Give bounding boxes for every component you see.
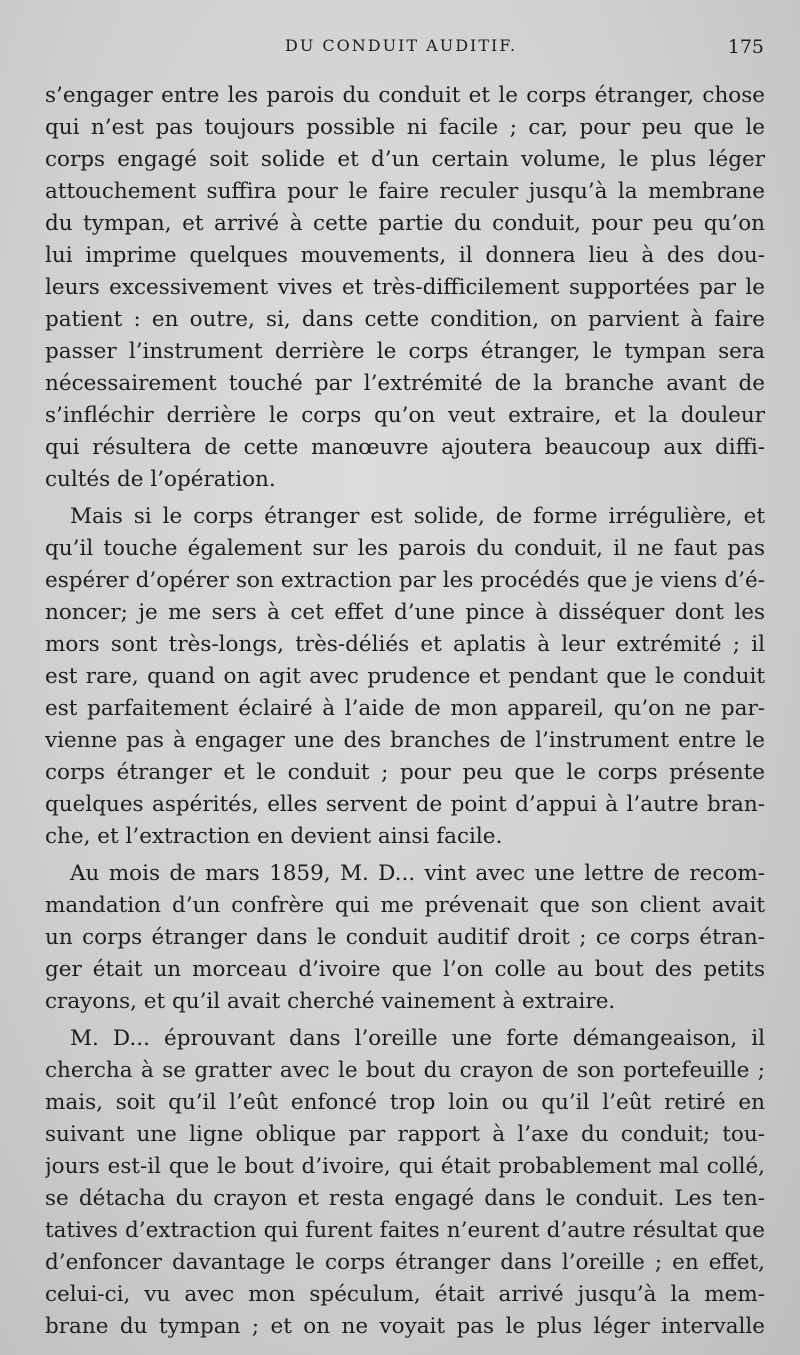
text-line: lui imprime quelques mouvements, il donnera lieu à des dou- (45, 243, 765, 268)
text-line: mandation d’un confrère qui me prévenait que son client avait (45, 893, 765, 918)
text-line: tatives d’extraction qui furent faites n’eurent d’autre résultat que (45, 1218, 765, 1243)
text-line: leurs excessivement vives et très-difficilement supportées par le (45, 275, 765, 300)
text-line: qu’il touche également sur les parois du conduit, il ne faut pas (45, 536, 765, 561)
text-line: s’infléchir derrière le corps qu’on veut extraire, et la douleur (45, 403, 765, 428)
text-line: d’enfoncer davantage le corps étranger dans l’oreille ; en effet, (45, 1250, 765, 1275)
page-number: 175 (727, 36, 764, 58)
text-line: celui-ci, vu avec mon spéculum, était arrivé jusqu’à la mem- (45, 1282, 765, 1307)
text-line: jours est-il que le bout d’ivoire, qui était probablement mal collé, (45, 1154, 765, 1179)
text-line: noncer; je me sers à cet effet d’une pince à disséquer dont les (45, 600, 765, 625)
text-line: vienne pas à engager une des branches de l’instrument entre le (45, 728, 765, 753)
page-header (0, 36, 800, 66)
text-line: s’engager entre les parois du conduit et le corps étranger, chose (45, 83, 765, 108)
text-line: mais, soit qu’il l’eût enfoncé trop loin ou qu’il l’eût retiré en (45, 1090, 765, 1115)
text-line: corps engagé soit solide et d’un certain volume, le plus léger (45, 147, 765, 172)
text-line: Au mois de mars 1859, M. D... vint avec une lettre de recom- (70, 861, 765, 886)
text-line: est rare, quand on agit avec prudence et pendant que le conduit (45, 664, 765, 689)
text-line: corps étranger et le conduit ; pour peu que le corps présente (45, 760, 765, 785)
text-line: chercha à se gratter avec le bout du crayon de son portefeuille ; (45, 1058, 765, 1083)
text-line: passer l’instrument derrière le corps étranger, le tympan sera (45, 339, 765, 364)
text-line: attouchement suffira pour le faire reculer jusqu’à la membrane (45, 179, 765, 204)
text-line: Mais si le corps étranger est solide, de forme irrégulière, et (70, 504, 765, 529)
text-line: espérer d’opérer son extraction par les procédés que je viens d’é- (45, 568, 765, 593)
text-line: se détacha du crayon et resta engagé dans le conduit. Les ten- (45, 1186, 765, 1211)
text-line: du tympan, et arrivé à cette partie du conduit, pour peu qu’on (45, 211, 765, 236)
text-line: suivant une ligne oblique par rapport à l’axe du conduit; tou- (45, 1122, 765, 1147)
text-line: ger était un morceau d’ivoire que l’on colle au bout des petits (45, 957, 765, 982)
text-line: qui résultera de cette manœuvre ajoutera beaucoup aux diffi- (45, 435, 765, 460)
body-text (45, 80, 765, 1343)
text-line: est parfaitement éclairé à l’aide de mon appareil, qu’on ne par- (45, 696, 765, 721)
text-line: qui n’est pas toujours possible ni facile ; car, pour peu que le (45, 115, 765, 140)
text-line: un corps étranger dans le conduit auditif droit ; ce corps étran- (45, 925, 765, 950)
text-line: nécessairement touché par l’extrémité de la branche avant de (45, 371, 765, 396)
text-line: M. D... éprouvant dans l’oreille une forte démangeaison, il (70, 1026, 765, 1051)
text-line: brane du tympan ; et on ne voyait pas le plus léger intervalle (45, 1314, 765, 1339)
text-line: mors sont très-longs, très-déliés et aplatis à leur extrémité ; il (45, 632, 765, 657)
text-line: patient : en outre, si, dans cette condition, on parvient à faire (45, 307, 765, 332)
text-line: che, et l’extraction en devient ainsi facile. (45, 824, 503, 849)
text-line: crayons, et qu’il avait cherché vainement à extraire. (45, 989, 616, 1014)
text-line: quelques aspérités, elles servent de point d’appui à l’autre bran- (45, 792, 765, 817)
text-line: cultés de l’opération. (45, 467, 276, 492)
running-head: DU CONDUIT AUDITIF. (285, 36, 518, 55)
